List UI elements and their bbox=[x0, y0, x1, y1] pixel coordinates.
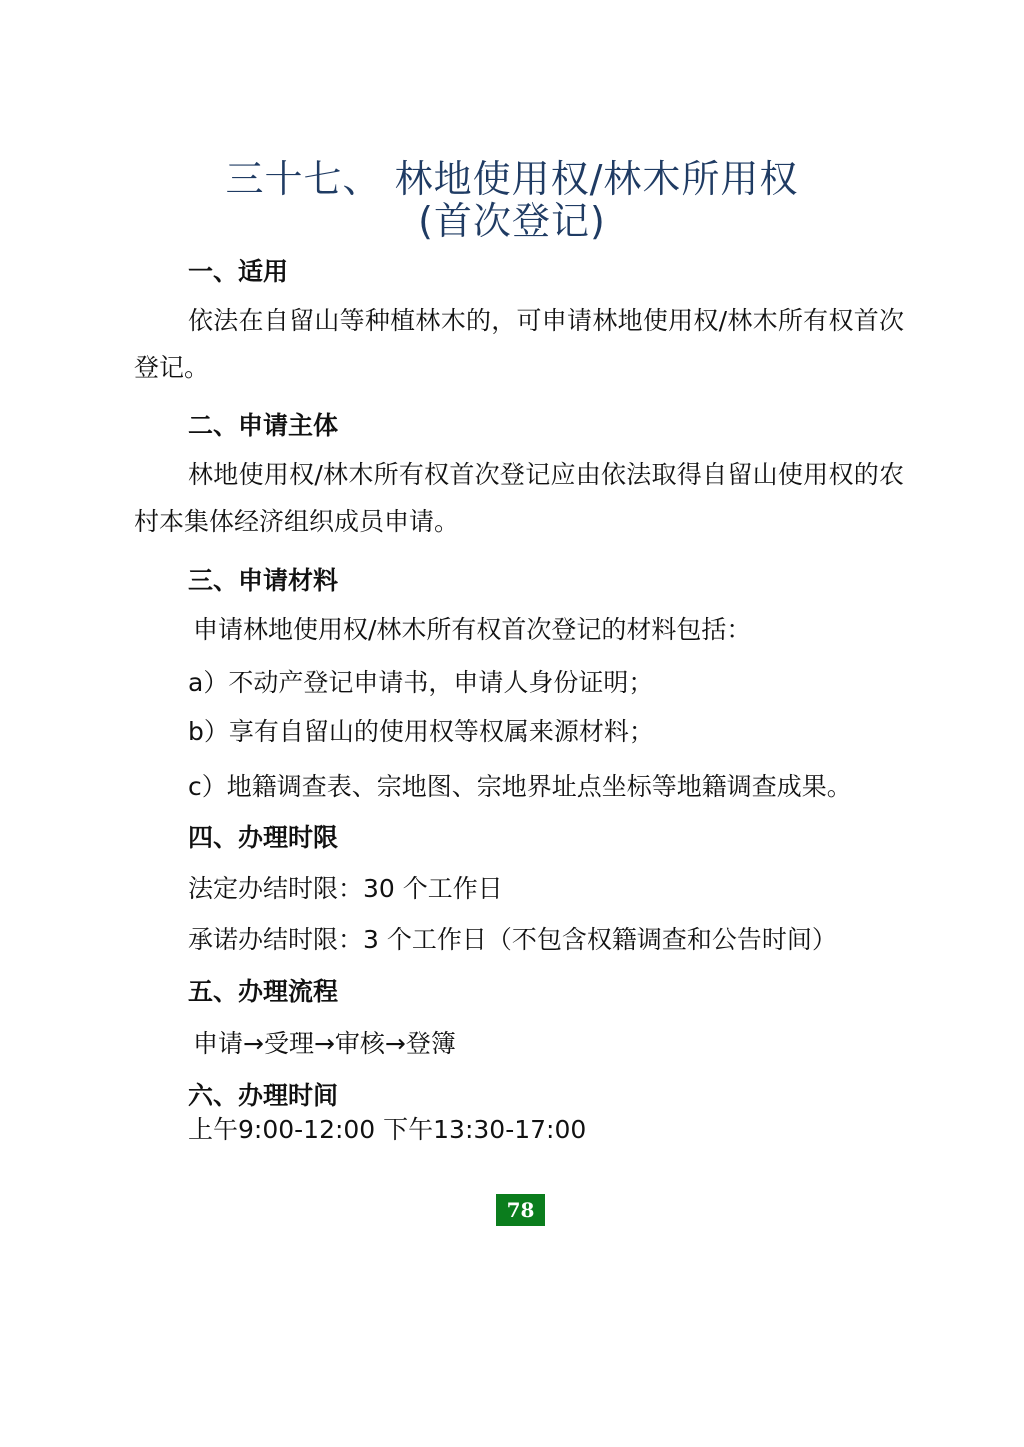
section-heading-process: 五、办理流程 bbox=[188, 977, 339, 1006]
page-title: 三十七、 林地使用权/林木所用权 bbox=[225, 157, 799, 201]
process-flow: 申请→受理→审核→登簿 bbox=[193, 1029, 456, 1058]
legal-time-limit: 法定办结时限：30 个工作日 bbox=[188, 874, 503, 903]
materials-item-c: c）地籍调查表、宗地图、宗地界址点坐标等地籍调查成果。 bbox=[188, 772, 852, 801]
section-heading-hours: 六、办理时间 bbox=[188, 1081, 339, 1110]
office-hours: 上午9:00-12:00 下午13:30-17:00 bbox=[188, 1115, 587, 1144]
materials-item-a: a）不动产登记申请书，申请人身份证明； bbox=[188, 668, 654, 697]
materials-item-b: b）享有自留山的使用权等权属来源材料； bbox=[188, 717, 654, 746]
section-heading-applicability: 一、适用 bbox=[188, 257, 289, 286]
section-heading-materials: 三、申请材料 bbox=[188, 566, 339, 595]
materials-intro: 申请林地使用权/林木所有权首次登记的材料包括： bbox=[193, 615, 752, 644]
page-number-badge: 78 bbox=[496, 1194, 545, 1226]
applicant-paragraph: 林地使用权/林木所有权首次登记应由依法取得自留山使用权的农村本集体经济组织成员申请。 bbox=[134, 460, 904, 536]
section-heading-applicant: 二、申请主体 bbox=[188, 411, 339, 440]
section-heading-time-limit: 四、办理时限 bbox=[188, 823, 339, 852]
promised-time-limit: 承诺办结时限：3 个工作日（不包含权籍调查和公告时间） bbox=[188, 925, 837, 954]
page-subtitle: (首次登记) bbox=[418, 199, 606, 243]
applicability-paragraph: 依法在自留山等种植林木的，可申请林地使用权/林木所有权首次登记。 bbox=[134, 306, 904, 382]
